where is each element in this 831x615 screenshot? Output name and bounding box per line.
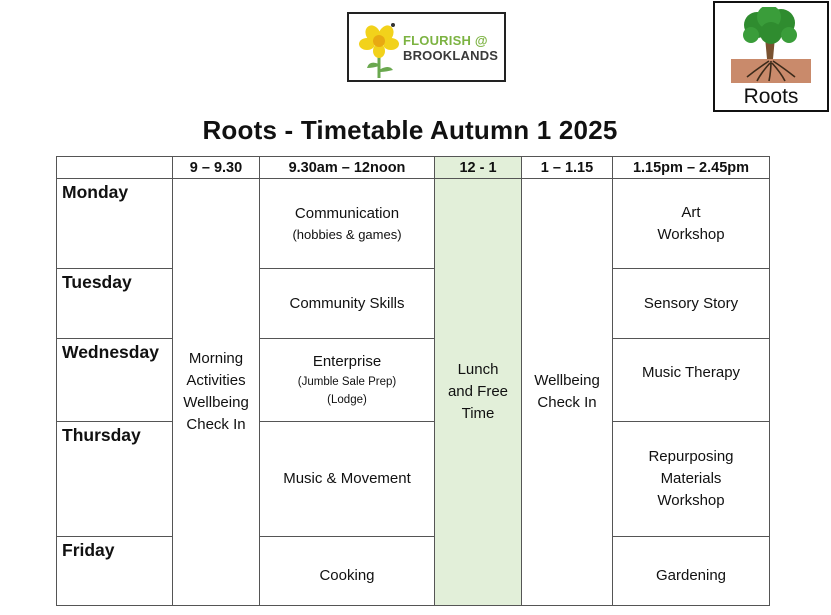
day-label: Monday xyxy=(57,179,173,269)
session-cell: Cooking xyxy=(260,537,435,606)
column-header: 1 – 1.15 xyxy=(522,157,613,179)
wellbeing-cell xyxy=(522,179,613,606)
cell-text: and Free xyxy=(447,383,509,400)
session-cell xyxy=(260,339,435,422)
table-row xyxy=(57,537,770,606)
corner-cell xyxy=(57,157,173,179)
session-cell: Sensory Story xyxy=(613,269,770,339)
morning-activities-cell xyxy=(173,179,260,606)
column-header: 1.15pm – 2.45pm xyxy=(613,157,770,179)
table-row xyxy=(57,422,770,537)
cell-text: Time xyxy=(461,405,495,422)
badge-label: Roots xyxy=(743,85,799,108)
session-title: Repurposing xyxy=(648,448,734,465)
table-row xyxy=(57,269,770,339)
timetable xyxy=(56,156,770,606)
session-title: Materials xyxy=(660,470,722,487)
cell-text: Lunch xyxy=(457,361,499,378)
cell-text: Check In xyxy=(186,416,246,433)
session-title: Art xyxy=(681,203,701,221)
session-cell xyxy=(260,179,435,269)
session-cell xyxy=(613,179,770,269)
cell-text: Wellbeing xyxy=(534,372,600,389)
cell-text: Wellbeing xyxy=(183,394,249,411)
header-row xyxy=(57,157,770,179)
daffodil-icon xyxy=(353,20,403,78)
page-title: Roots - Timetable Autumn 1 2025 xyxy=(202,115,618,145)
roots-badge xyxy=(713,1,829,112)
lunch-cell xyxy=(435,179,522,606)
session-cell xyxy=(613,422,770,537)
day-label: Wednesday xyxy=(57,339,173,422)
session-cell: Music & Movement xyxy=(260,422,435,537)
session-detail: (Jumble Sale Prep) xyxy=(297,376,397,388)
day-label: Thursday xyxy=(57,422,173,537)
column-header: 12 - 1 xyxy=(435,157,522,179)
cell-text: Check In xyxy=(537,394,597,411)
day-label: Friday xyxy=(57,537,173,606)
flourish-logo xyxy=(347,12,506,82)
cell-text: Morning xyxy=(188,350,244,367)
cell-text: Activities xyxy=(186,372,246,389)
column-header: 9 – 9.30 xyxy=(173,157,260,179)
session-cell: Music Therapy xyxy=(613,339,770,422)
table-row xyxy=(57,179,770,269)
logo-line-1: FLOURISH @ xyxy=(403,33,488,48)
session-title: Enterprise xyxy=(312,353,382,370)
session-title: Workshop xyxy=(657,225,725,243)
day-label: Tuesday xyxy=(57,269,173,339)
logo-line-2: BROOKLANDS xyxy=(403,48,499,63)
table-row xyxy=(57,339,770,422)
column-header: 9.30am – 12noon xyxy=(260,157,435,179)
tree-roots-icon xyxy=(727,7,815,85)
session-detail: (hobbies & games) xyxy=(292,226,402,242)
session-cell: Gardening xyxy=(613,537,770,606)
session-title: Communication xyxy=(294,204,400,222)
session-cell: Community Skills xyxy=(260,269,435,339)
session-title: Workshop xyxy=(657,492,725,509)
session-detail: (Lodge) xyxy=(327,394,367,406)
